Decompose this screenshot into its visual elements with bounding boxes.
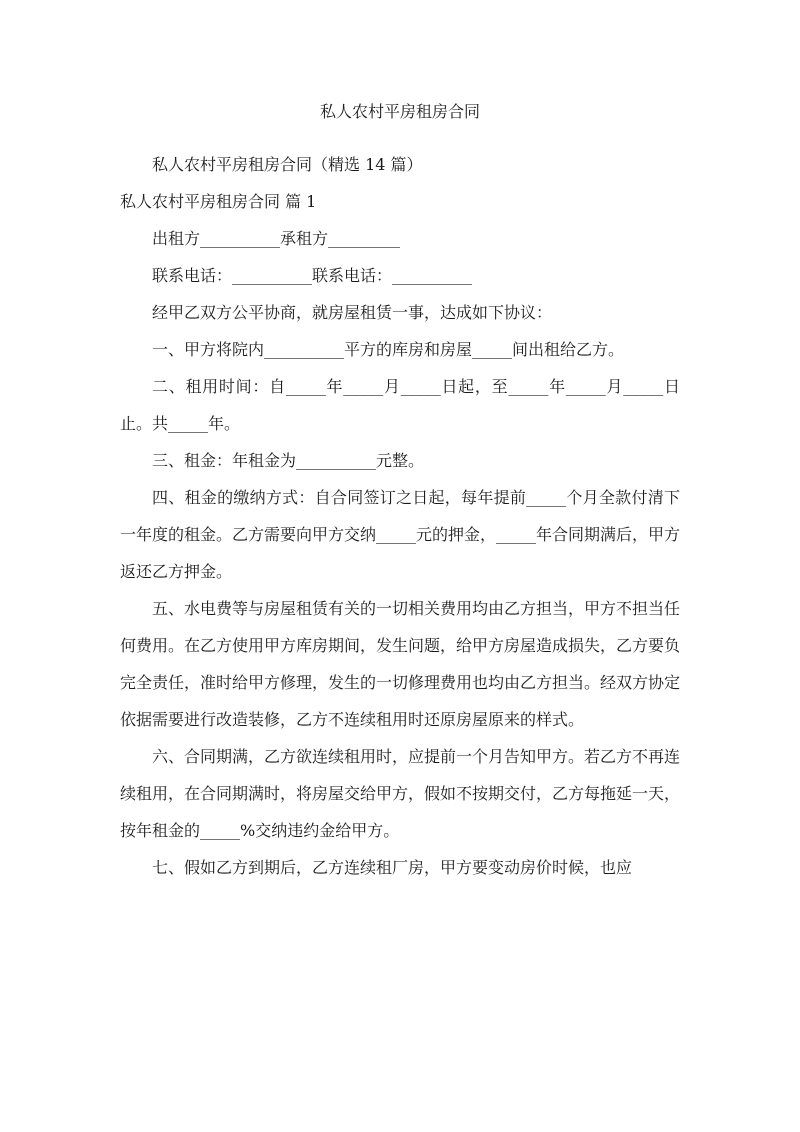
clause-5: 五、水电费等与房屋租赁有关的一切相关费用均由乙方担当，甲方不担当任何费用。在乙方使用甲方库房期间，发生问题，给甲方房屋造成损失，乙方要负完全责任，准时给甲方修理，发生的一切修理费用也均由乙方担当。经双方协定依据需要进行改造装修，乙方不连续租用时还原房屋原来的样式。 [120,599,681,729]
clause-3: 三、租金：年租金为__________元整。 [152,451,425,470]
document-subtitle: 私人农村平房租房合同（精选 14 篇） [152,155,423,174]
clause-6: 六、合同期满，乙方欲连续租用时，应提前一个月告知甲方。若乙方不再连续租用，在合同期满时，将房屋交给甲方，假如不按期交付，乙方每拖延一天，按年租金的_____%交纳违约金给甲方。 [120,747,681,840]
lessor-lessee-line: 出租方__________承租方_________ [152,229,401,248]
contact-phone-line: 联系电话：__________联系电话：__________ [152,266,473,285]
document-title: 私人农村平房租房合同 [319,102,480,121]
section-heading: 私人农村平房租房合同 篇 1 [120,192,317,211]
agreement-intro: 经甲乙双方公平协商，就房屋租赁一事，达成如下协议： [152,303,553,322]
clause-4: 四、租金的缴纳方式：自合同签订之日起，每年提前_____个月全款付清下一年度的租金。乙方需要向甲方交纳_____元的押金，_____年合同期满后，甲方返还乙方押金。 [120,488,681,581]
clause-7: 七、假如乙方到期后，乙方连续租厂房，甲方要变动房价时候，也应 [152,858,633,877]
clause-2: 二、租用时间：自_____年_____月_____日起，至_____年_____月_____日止。共_____年。 [120,377,680,433]
clause-1: 一、甲方将院内__________平方的库房和房屋_____间出租给乙方。 [152,340,625,359]
